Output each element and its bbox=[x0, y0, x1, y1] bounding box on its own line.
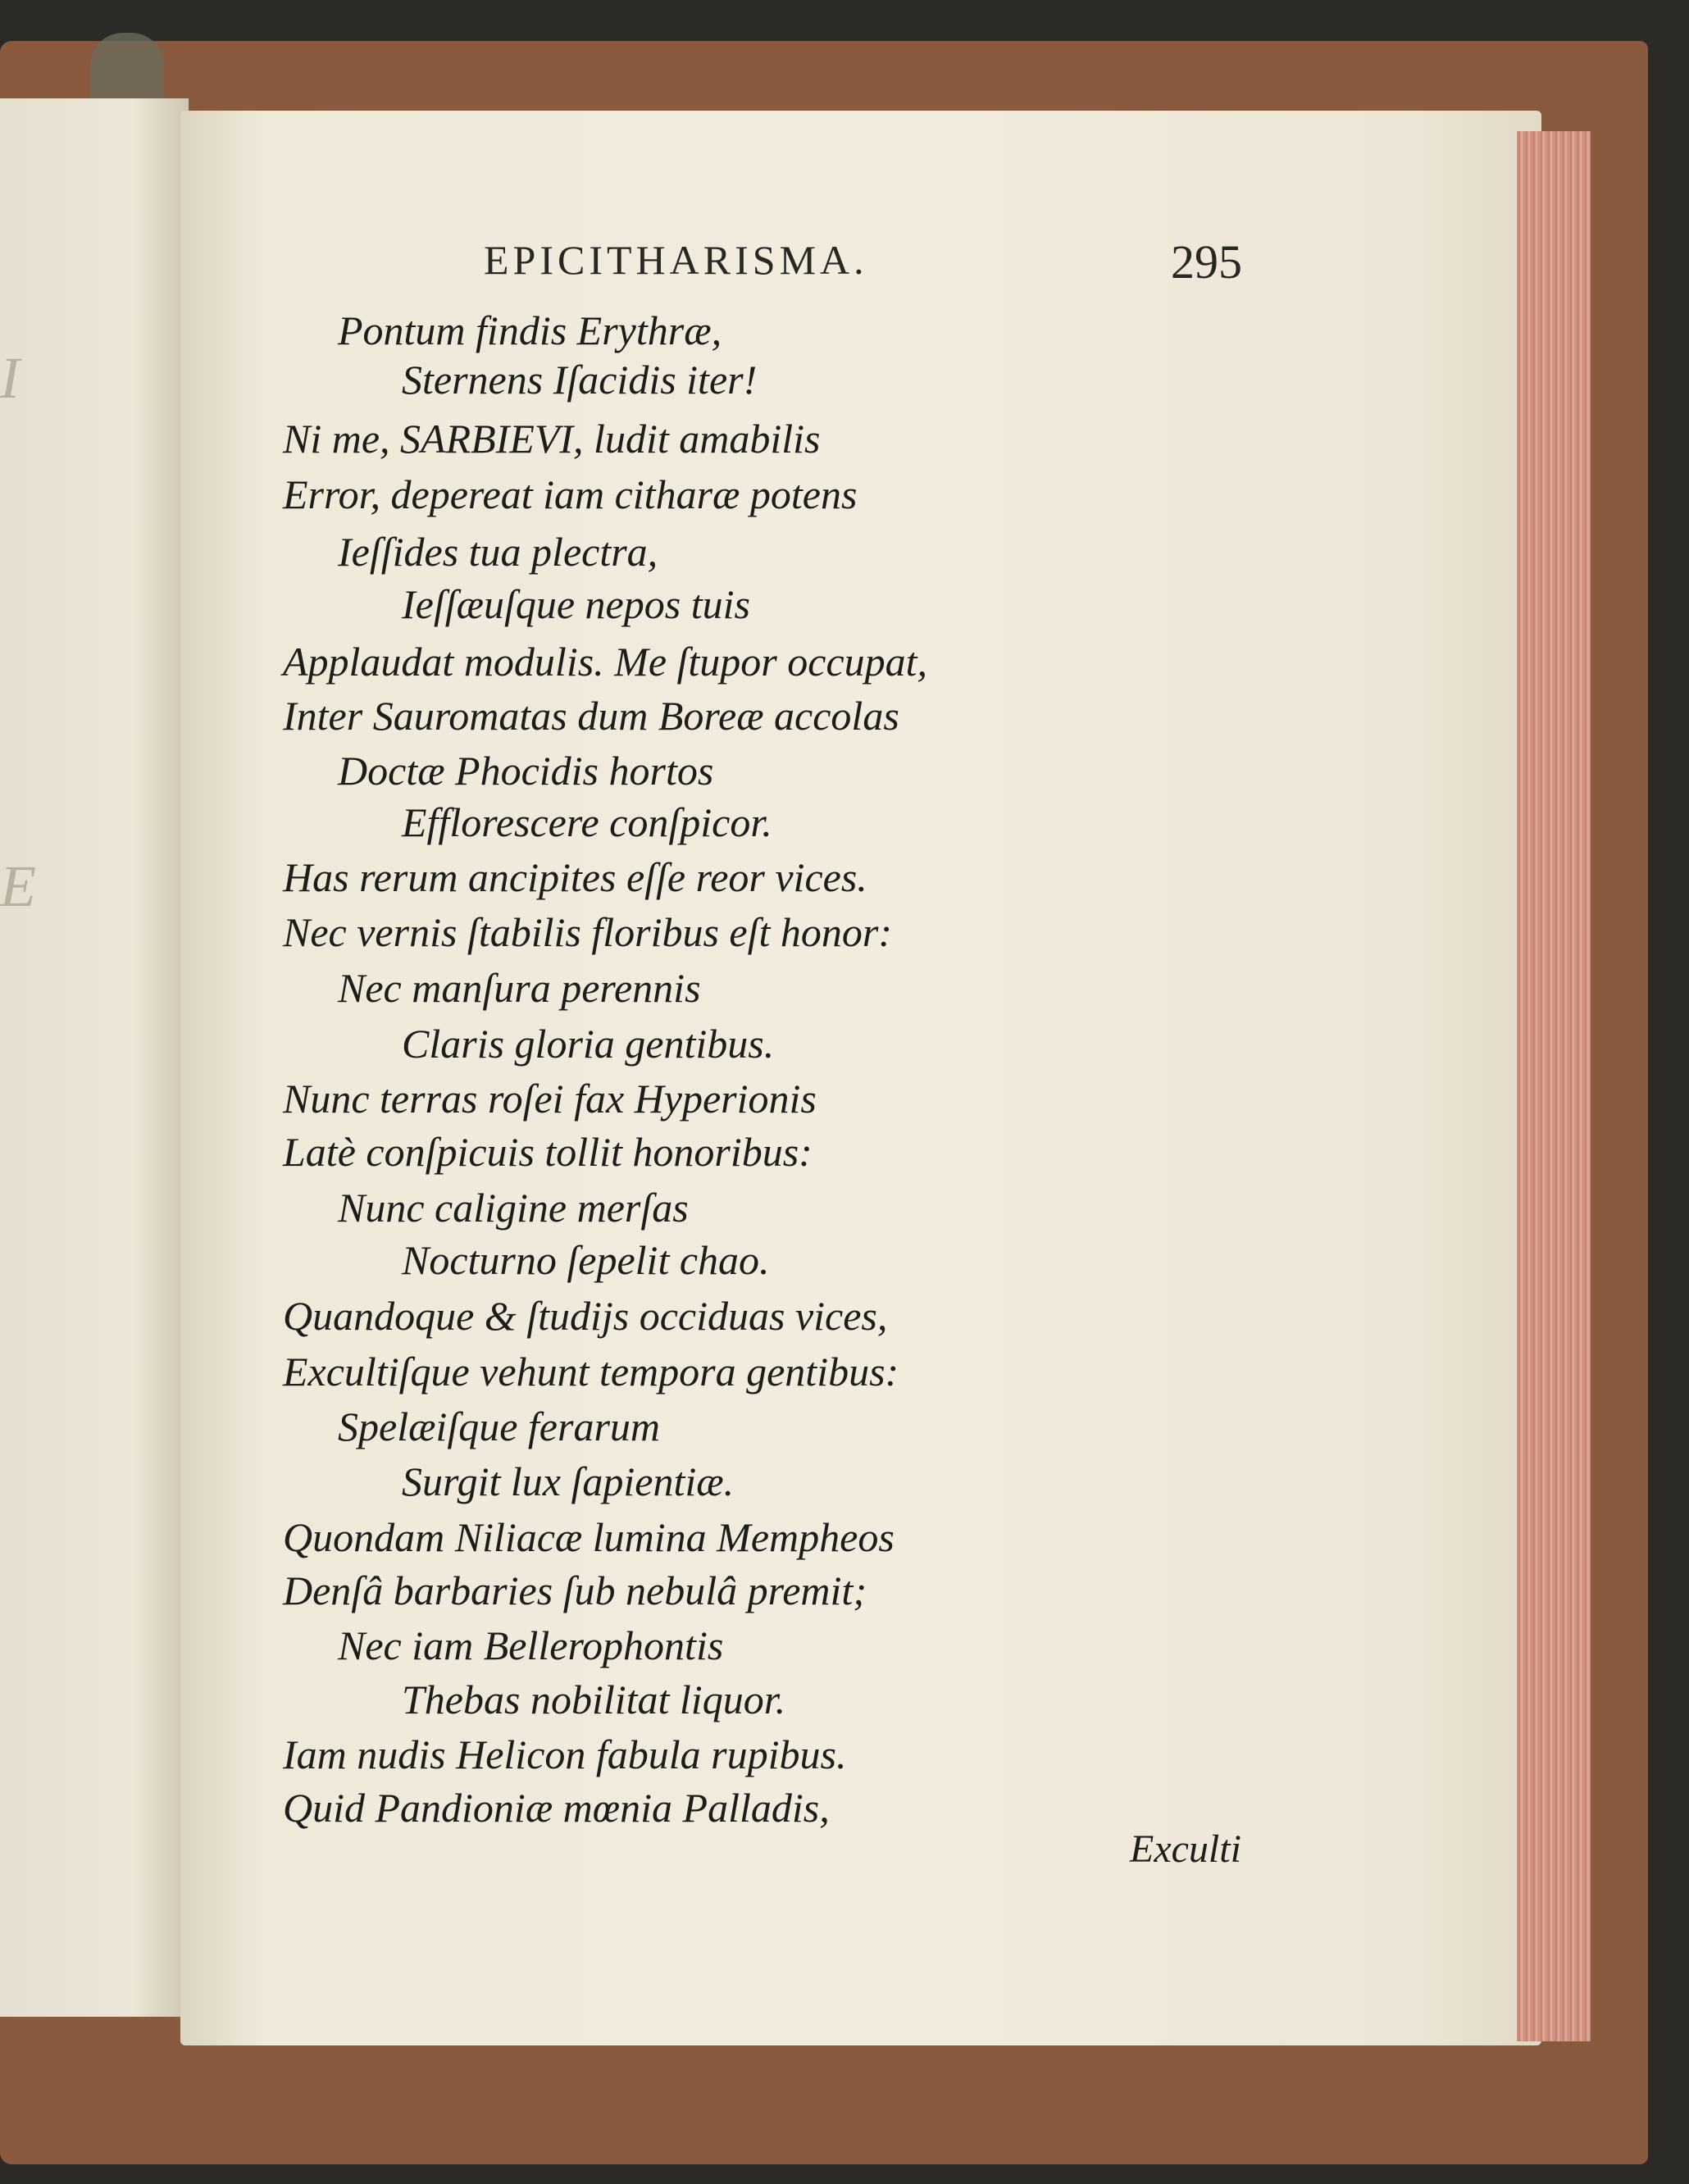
verse-line: Claris gloria gentibus. bbox=[402, 1021, 775, 1067]
left-page-glyph: I bbox=[0, 345, 20, 411]
verse-line: Surgit lux ſapientiæ. bbox=[402, 1458, 735, 1504]
left-page-glyph: E bbox=[0, 853, 36, 919]
verse-line: Iam nudis Helicon fabula rupibus. bbox=[283, 1731, 847, 1777]
verse-line: Nec manſura perennis bbox=[338, 965, 701, 1011]
verse-line: Quid Pandioniæ mœnia Palladis, bbox=[283, 1785, 830, 1831]
verse-line: Nunc terras roſei fax Hyperionis bbox=[283, 1076, 817, 1122]
verse-line: Ni me, SARBIEVI, ludit amabilis bbox=[283, 416, 821, 462]
page-number: 295 bbox=[1171, 235, 1242, 289]
verse-line: Nunc caligine merſas bbox=[338, 1185, 689, 1231]
verse-line: Quandoque & ſtudijs occiduas vices, bbox=[283, 1293, 888, 1339]
verse-line: Error, depereat iam citharæ potens bbox=[283, 471, 858, 517]
verse-line: Applaudat modulis. Me ſtupor occupat, bbox=[283, 639, 928, 685]
verse-line: Nocturno ſepelit chao. bbox=[402, 1237, 770, 1283]
verse-line: Excultiſque vehunt tempora gentibus: bbox=[283, 1349, 899, 1395]
verse-line: Ieſſæuſque nepos tuis bbox=[402, 581, 750, 627]
catchword: Exculti bbox=[1130, 1827, 1241, 1871]
running-head: EPICITHARISMA. bbox=[484, 237, 868, 283]
verse-line: Thebas nobilitat liquor. bbox=[402, 1677, 786, 1722]
verse-line: Has rerum ancipites eſſe reor vices. bbox=[283, 854, 867, 900]
verse-line: Spelæiſque ferarum bbox=[338, 1404, 661, 1449]
verse-line: Nec iam Bellerophontis bbox=[338, 1622, 724, 1668]
verse-line: Inter Sauromatas dum Boreæ accolas bbox=[283, 693, 899, 739]
verse-line: Doctæ Phocidis hortos bbox=[338, 748, 714, 794]
verse-line: Sternens Iſacidis iter! bbox=[402, 357, 758, 403]
verse-line: Latè conſpicuis tollit honoribus: bbox=[283, 1129, 813, 1175]
verse-line: Efflorescere conſpicor. bbox=[402, 799, 772, 845]
verse-line: Pontum findis Erythræ, bbox=[338, 307, 722, 353]
verse-line: Nec vernis ſtabilis floribus eſt honor: bbox=[283, 909, 893, 955]
verse-line: Ieſſides tua plectra, bbox=[338, 529, 658, 575]
verse-line: Quondam Niliacæ lumina Mempheos bbox=[283, 1514, 895, 1560]
verse-line: Denſâ barbaries ſub nebulâ premit; bbox=[283, 1567, 867, 1613]
